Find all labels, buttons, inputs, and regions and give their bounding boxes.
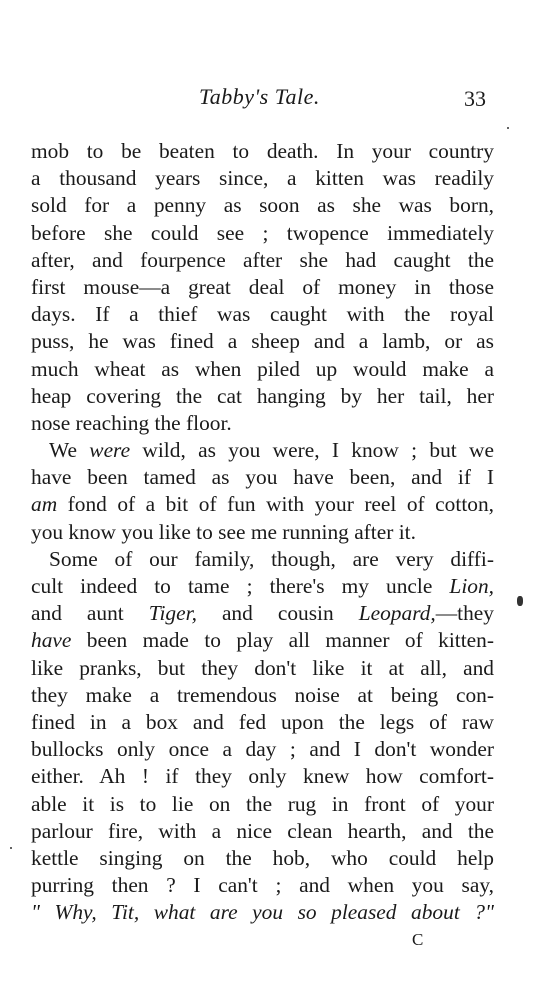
ink-speck xyxy=(507,127,509,129)
text-fragment: been made to play all manner of kitten- xyxy=(71,628,494,653)
text-line: purring then ? I can't ; and when you say, xyxy=(31,873,494,898)
text-line: have been tamed as you have been, and if I xyxy=(31,465,494,490)
text-fragment: We xyxy=(49,438,90,463)
text-line xyxy=(31,491,494,518)
emphasis: Leopard, xyxy=(358,601,436,626)
text-line: mob to be beaten to death. In your country xyxy=(31,139,494,163)
text-line: heap covering the cat hanging by her tail, her xyxy=(31,383,494,408)
running-head xyxy=(0,84,559,114)
text-line: you know you like to see me running after it. xyxy=(31,519,416,544)
emphasis: have xyxy=(31,628,72,653)
body-text xyxy=(31,138,494,926)
page-number: 33 xyxy=(464,86,486,111)
signature-mark: C xyxy=(412,930,424,949)
text-line: before she could see ; twopence immediately xyxy=(31,220,494,245)
text-line: either. Ah ! if they only knew how comfort- xyxy=(31,764,494,789)
text-line: nose reaching the floor. xyxy=(31,410,232,435)
ink-speck xyxy=(10,847,12,849)
running-title: Tabby's Tale. xyxy=(199,84,320,109)
emphasis: Tiger, xyxy=(148,601,197,626)
text-line xyxy=(31,627,494,654)
text-fragment: wild, as you were, I know ; but we xyxy=(130,438,494,463)
text-fragment: fond of a bit of fun with your reel of cotton, xyxy=(57,492,494,517)
text-fragment: —they xyxy=(435,601,494,626)
text-line xyxy=(31,600,494,627)
text-line: first mouse—a great deal of money in those xyxy=(31,274,494,299)
text-line: parlour fire, with a nice clean hearth, and the xyxy=(31,818,494,843)
emphasis: were xyxy=(89,438,131,463)
text-line: bullocks only once a day ; and I don't wonder xyxy=(31,737,494,762)
text-line xyxy=(31,573,494,600)
emphasis: am xyxy=(31,492,58,517)
text-line: much wheat as when piled up would make a xyxy=(31,356,494,381)
text-line: after, and fourpence after she had caught the xyxy=(31,247,494,272)
text-line: puss, he was fined a sheep and a lamb, or as xyxy=(31,329,494,354)
text-line: like pranks, but they don't like it at all, and xyxy=(31,655,494,680)
text-fragment: and cousin xyxy=(196,601,359,626)
text-line: able it is to lie on the rug in front of your xyxy=(31,791,494,816)
text-line: kettle singing on the hob, who could help xyxy=(31,845,494,870)
text-fragment: cult indeed to tame ; there's my uncle xyxy=(31,574,450,598)
text-line: sold for a penny as soon as she was born, xyxy=(31,193,494,218)
text-line: " Why, Tit, what are you so pleased about ?" xyxy=(31,900,494,925)
text-line xyxy=(31,437,494,464)
text-line: Some of our family, though, are very diffi- xyxy=(49,546,494,571)
text-line: fined in a box and fed upon the legs of raw xyxy=(31,709,494,734)
text-line: days. If a thief was caught with the royal xyxy=(31,302,494,327)
ink-speck xyxy=(517,596,523,606)
text-line: they make a tremendous noise at being con- xyxy=(31,682,494,707)
text-fragment: and aunt xyxy=(31,601,149,626)
emphasis: Lion, xyxy=(449,574,494,598)
text-line: a thousand years since, a kitten was readily xyxy=(31,166,494,191)
